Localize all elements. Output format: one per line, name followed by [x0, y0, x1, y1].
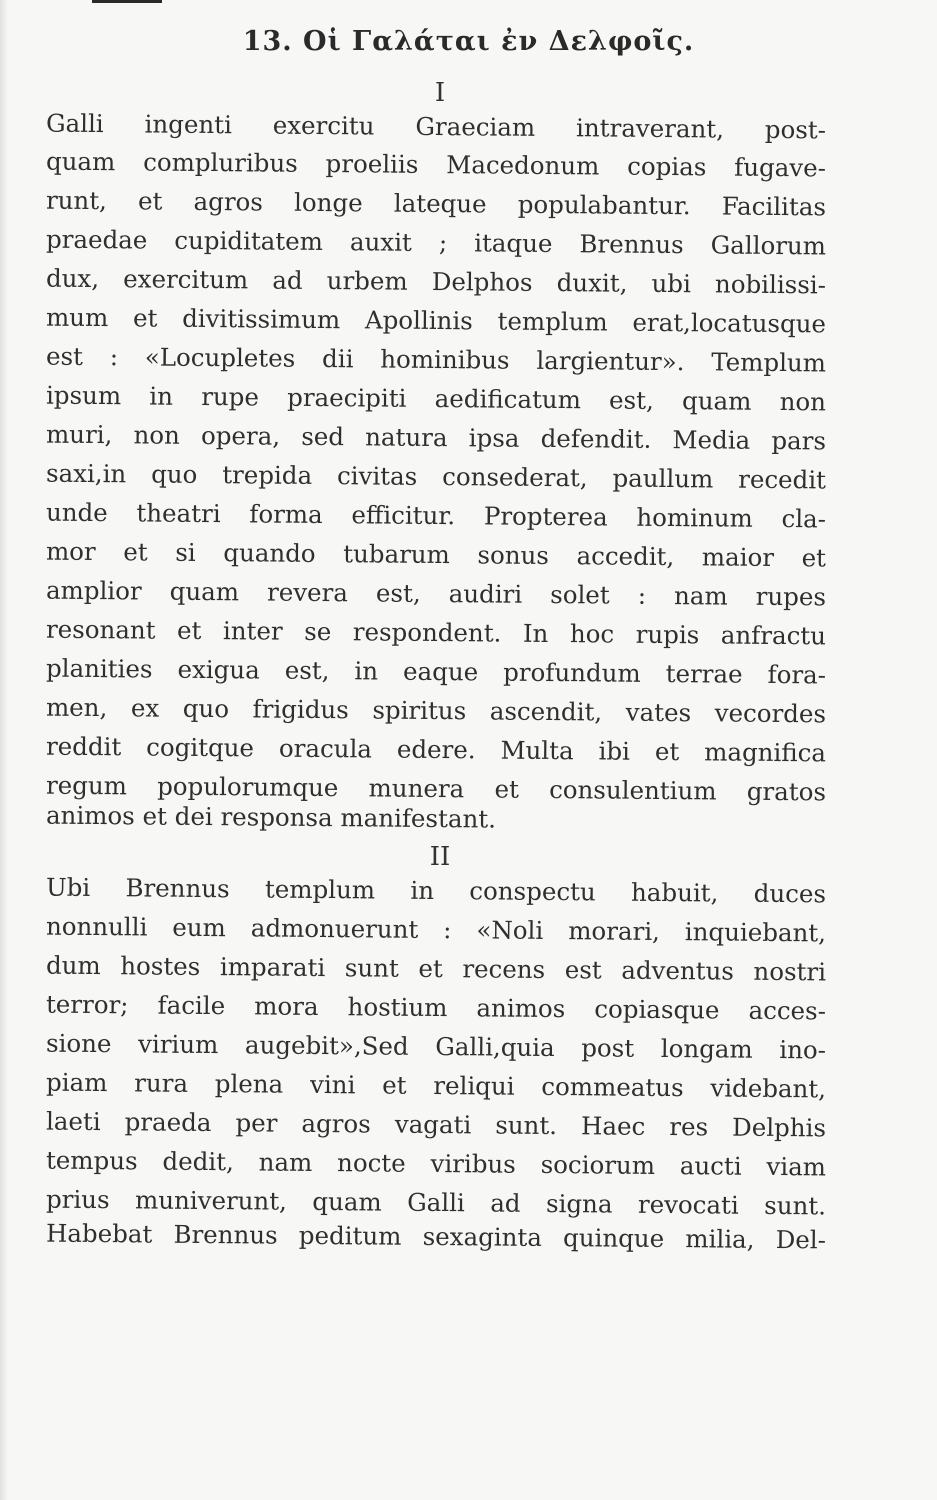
- text-line: sione virium augebit»,Sed Galli,quia post longam ino-: [45, 1028, 827, 1065]
- text-line: terror; facile mora hostium animos copiasque acces-: [45, 989, 827, 1026]
- text-line: laeti praeda per agros vagati sunt. Haec res Delphis: [45, 1106, 827, 1143]
- text-line: men, ex quo frigidus spiritus ascendit, vates vecordes: [45, 692, 827, 729]
- text-line: reddit cogitque oracula edere. Multa ibi et magnifica: [45, 731, 827, 768]
- text-line: animos et dei responsa manifestant.: [45, 800, 497, 834]
- text-line: Ubi Brennus templum in conspectu habuit, duces: [45, 872, 827, 909]
- text-line: Habebat Brennus peditum sexaginta quinque milia, Del-: [45, 1218, 827, 1255]
- text-line: Galli ingenti exercitu Graeciam intraverant, post-: [45, 108, 827, 145]
- text-line: amplior quam revera est, audiri solet : nam rupes: [45, 575, 827, 612]
- text-line: praedae cupiditatem auxit ; itaque Brennus Gallorum: [45, 224, 827, 261]
- text-line: tempus dedit, nam nocte viribus sociorum aucti viam: [45, 1145, 827, 1182]
- text-line: nonnulli eum admonuerunt : «Noli morari, inquiebant,: [45, 911, 827, 948]
- text-line: mum et divitissimum Apollinis templum erat,locatusque: [45, 302, 827, 339]
- section-number-2: II: [429, 842, 451, 872]
- text-line: muri, non opera, sed natura ipsa defendit. Media pars: [45, 419, 827, 456]
- top-ink-mark: [92, 0, 162, 3]
- text-line: unde theatri forma efficitur. Propterea hominum cla-: [45, 497, 827, 534]
- section-number-1: I: [434, 78, 446, 108]
- text-line: dux, exercitum ad urbem Delphos duxit, ubi nobilissi-: [45, 263, 827, 300]
- page-left-edge: [0, 0, 8, 1500]
- text-line: saxi,in quo trepida civitas consederat, paullum recedit: [45, 458, 827, 495]
- text-line: quam compluribus proeliis Macedonum copias fugave-: [45, 146, 827, 183]
- text-line: runt, et agros longe lateque populabantur. Facilitas: [45, 185, 827, 222]
- text-line: ipsum in rupe praecipiti aedificatum est, quam non: [45, 380, 827, 417]
- text-line: mor et si quando tubarum sonus accedit, maior et: [45, 536, 827, 573]
- chapter-heading: 13. Οἱ Γαλάται ἐν Δελφοῖς.: [242, 26, 695, 57]
- text-line: regum populorumque munera et consulentium gratos: [45, 770, 827, 807]
- text-line: planities exigua est, in eaque profundum terrae fora-: [45, 653, 827, 690]
- text-line: est : «Locupletes dii hominibus largientur». Templum: [45, 341, 827, 378]
- text-line: resonant et inter se respondent. In hoc rupis anfractu: [45, 614, 827, 651]
- text-line: piam rura plena vini et reliqui commeatus videbant,: [45, 1067, 827, 1104]
- text-line: dum hostes imparati sunt et recens est adventus nostri: [45, 950, 827, 987]
- text-line: prius muniverunt, quam Galli ad signa revocati sunt.: [45, 1184, 827, 1221]
